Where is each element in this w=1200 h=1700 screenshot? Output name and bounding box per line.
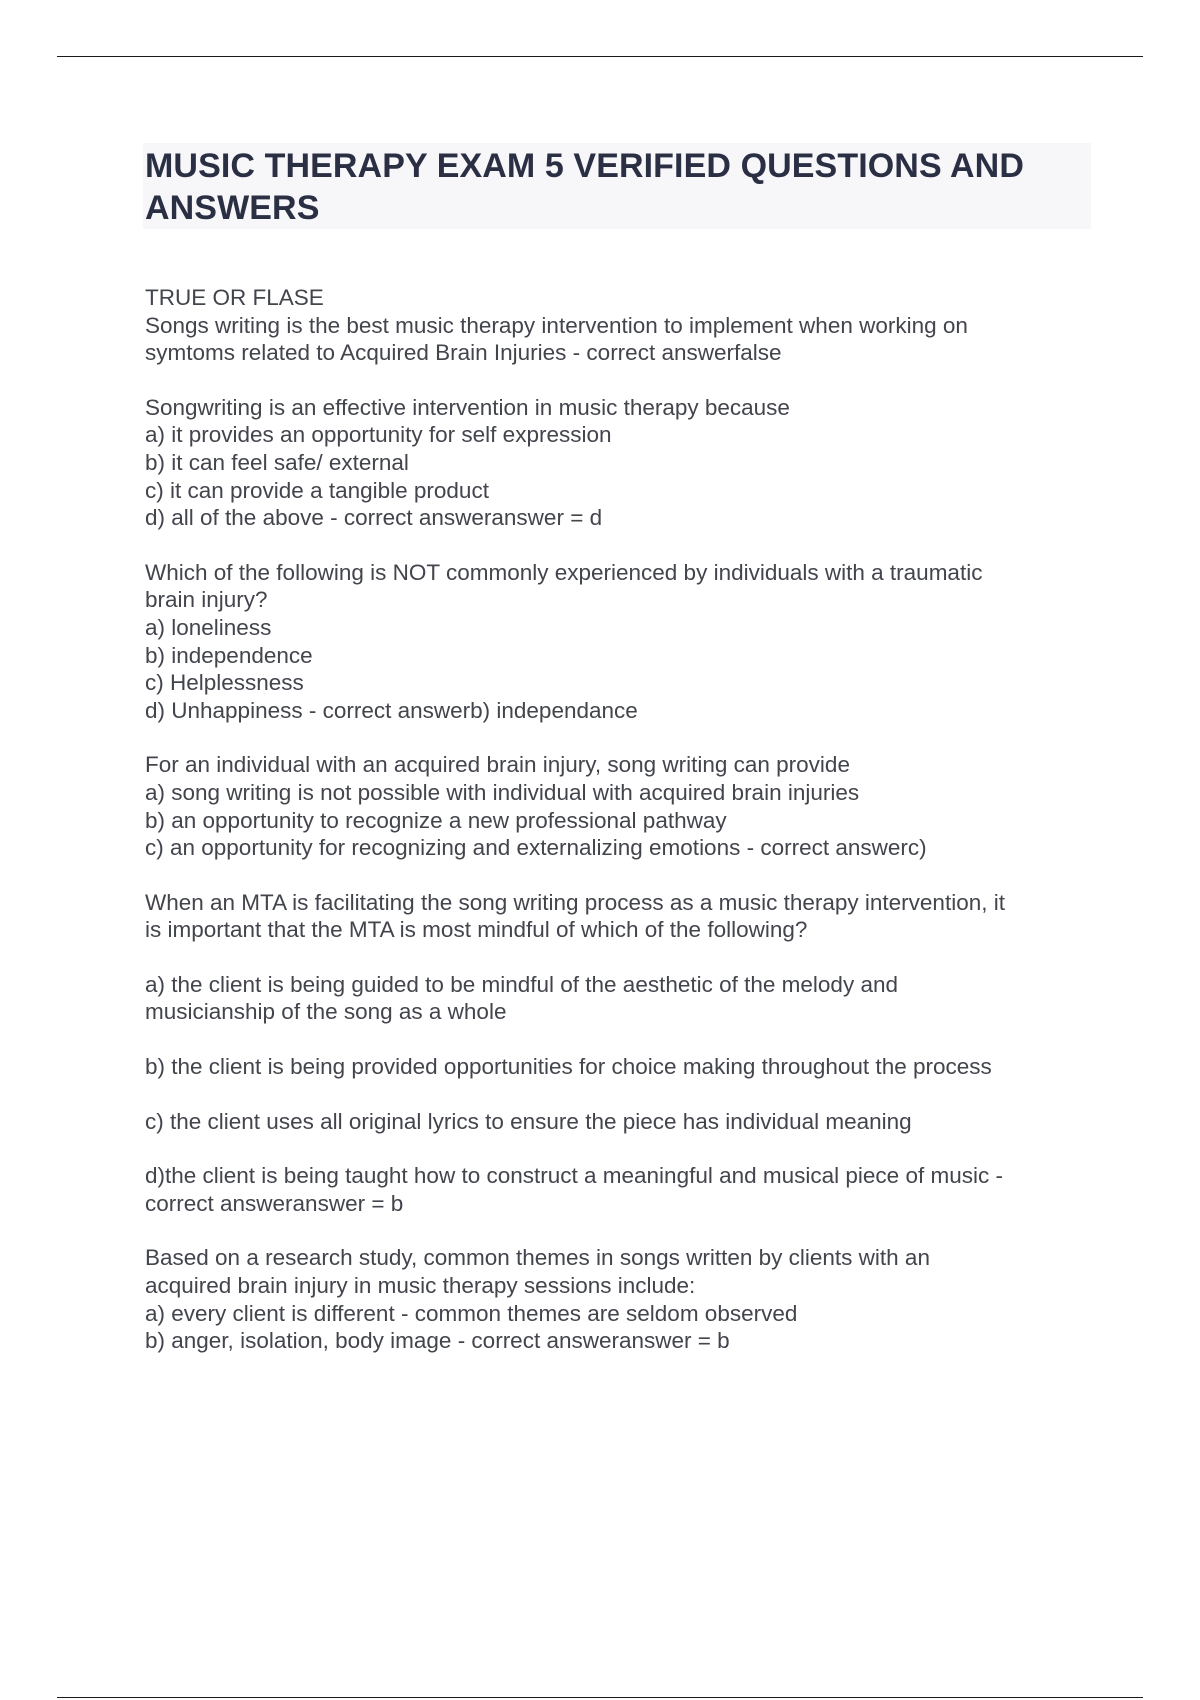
question-text-line: For an individual with an acquired brain injury, song writing can provide xyxy=(145,752,850,778)
question-text-line: Songwriting is an effective intervention in music therapy because xyxy=(145,394,790,420)
question-text-line: Songs writing is the best music therapy intervention to implement when working on xyxy=(145,312,968,338)
question-text-line: a) it provides an opportunity for self expression xyxy=(145,422,612,448)
question-text-line: Which of the following is NOT commonly experienced by individuals with a traumatic xyxy=(145,559,983,585)
question-text-line: d) all of the above - correct answeranswer = d xyxy=(145,505,603,531)
question-text-line: b) independence xyxy=(145,642,313,668)
question-text-line: b) the client is being provided opportunities for choice making throughout the process xyxy=(145,1054,992,1080)
question-text-line: is important that the MTA is most mindful of which of the following? xyxy=(145,917,808,943)
question-text-line: TRUE OR FLASE xyxy=(145,285,324,310)
question-text-line: Based on a research study, common themes in songs written by clients with an xyxy=(145,1245,930,1271)
question-text-line: musicianship of the song as a whole xyxy=(145,999,507,1025)
title-block xyxy=(143,143,1091,229)
question-text-line: d)the client is being taught how to construct a meaningful and musical piece of music - xyxy=(145,1163,1003,1189)
question-text-line: c) the client uses all original lyrics to ensure the piece has individual meaning xyxy=(145,1108,912,1134)
question-block xyxy=(145,1244,1095,1354)
question-block xyxy=(145,1162,1095,1217)
question-block xyxy=(145,284,1095,367)
question-text-line: d) Unhappiness - correct answerb) independance xyxy=(145,697,638,723)
question-text-line: brain injury? xyxy=(145,587,268,613)
question-text-line: c) an opportunity for recognizing and externalizing emotions - correct answerc) xyxy=(145,835,927,861)
question-text-line: a) every client is different - common themes are seldom observed xyxy=(145,1300,798,1326)
top-rule xyxy=(57,56,1143,57)
question-text-line: acquired brain injury in music therapy sessions include: xyxy=(145,1273,696,1299)
question-block xyxy=(145,1053,1095,1081)
question-text-line: a) song writing is not possible with individual with acquired brain injuries xyxy=(145,779,860,805)
question-text-line: a) the client is being guided to be mindful of the aesthetic of the melody and xyxy=(145,971,898,997)
question-block xyxy=(145,394,1095,532)
question-text-line: c) Helplessness xyxy=(145,670,304,696)
question-block xyxy=(145,559,1095,725)
question-text-line: b) it can feel safe/ external xyxy=(145,449,409,475)
question-text-line: When an MTA is facilitating the song writing process as a music therapy intervention, it xyxy=(145,889,1005,915)
question-text-line: correct answeranswer = b xyxy=(145,1190,404,1216)
question-block xyxy=(145,971,1095,1026)
question-text-line: b) an opportunity to recognize a new professional pathway xyxy=(145,807,727,833)
question-text-line: symtoms related to Acquired Brain Injuries - correct answerfalse xyxy=(145,340,782,366)
question-block xyxy=(145,751,1095,861)
question-text-line: a) loneliness xyxy=(145,614,272,640)
bottom-rule xyxy=(57,1697,1143,1698)
question-text-line: b) anger, isolation, body image - correct answeranswer = b xyxy=(145,1328,730,1354)
document-title: MUSIC THERAPY EXAM 5 VERIFIED QUESTIONS AND ANSWERS xyxy=(145,147,1024,227)
question-block xyxy=(145,889,1095,944)
question-list xyxy=(145,284,1095,1382)
question-text-line: c) it can provide a tangible product xyxy=(145,477,489,503)
question-block xyxy=(145,1108,1095,1136)
